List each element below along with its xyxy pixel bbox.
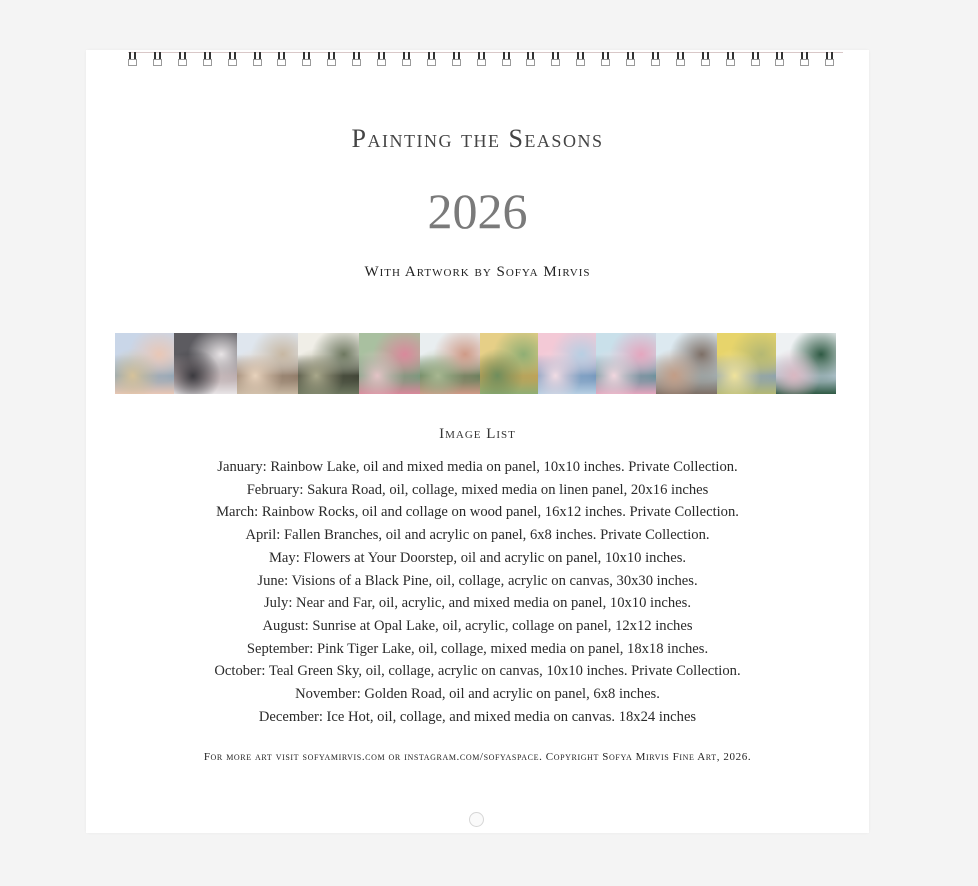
artwork-thumbnail-may xyxy=(359,333,420,394)
image-list-entry: May: Flowers at Your Doorstep, oil and acrylic on panel, 10x10 inches. xyxy=(268,549,687,566)
spiral-coil xyxy=(178,52,188,68)
image-list-entry: April: Fallen Branches, oil and acrylic on panel, 6x8 inches. Private Collection. xyxy=(245,527,710,544)
spiral-coil xyxy=(228,52,238,68)
spiral-coil xyxy=(377,52,387,68)
spiral-coil xyxy=(775,52,785,68)
spiral-coil xyxy=(452,52,462,68)
spiral-coil xyxy=(427,52,437,68)
artwork-thumbnail-november xyxy=(717,333,776,394)
artwork-thumbnail-february xyxy=(174,333,237,394)
spiral-coil xyxy=(203,52,213,68)
artwork-thumbnail-strip xyxy=(115,333,836,394)
image-list-entry: September: Pink Tiger Lake, oil, collage, mixed media on panel, 18x18 inches. xyxy=(246,640,709,657)
image-list-entry: February: Sakura Road, oil, collage, mixed media on linen panel, 20x16 inches xyxy=(246,481,709,498)
spiral-coil xyxy=(128,52,138,68)
artwork-thumbnail-january xyxy=(115,333,174,394)
artwork-thumbnail-march xyxy=(237,333,298,394)
image-list-entry: June: Visions of a Black Pine, oil, collage, acrylic on canvas, 30x30 inches. xyxy=(257,572,698,589)
image-list-entry: January: Rainbow Lake, oil and mixed media on panel, 10x10 inches. Private Collection. xyxy=(217,459,738,475)
image-list-entry: August: Sunrise at Opal Lake, oil, acrylic, collage on panel, 12x12 inches xyxy=(262,617,693,634)
spiral-coil xyxy=(253,52,263,68)
artwork-thumbnail-april xyxy=(298,333,359,394)
spiral-coil xyxy=(302,52,312,68)
spiral-coil xyxy=(477,52,487,68)
artwork-thumbnail-august xyxy=(538,333,596,394)
image-list-entry: December: Ice Hot, oil, collage, and mixed media on canvas. 18x24 inches xyxy=(258,708,697,725)
artwork-thumbnail-october xyxy=(656,333,717,394)
artwork-thumbnail-july xyxy=(480,333,538,394)
image-list-entry: March: Rainbow Rocks, oil and collage on wood panel, 16x12 inches. Private Collection. xyxy=(216,504,739,521)
spiral-coil xyxy=(277,52,287,68)
spiral-coil xyxy=(502,52,512,68)
spiral-coil xyxy=(327,52,337,68)
spiral-coil xyxy=(651,52,661,68)
copyright-footer: For more art visit sofyamirvis.com or instagram.com/sofyaspace. Copyright Sofya Mirvis Fine Art, 2026. xyxy=(203,751,752,763)
image-list-entry: October: Teal Green Sky, oil, collage, acrylic on canvas, 10x10 inches. Private Collection. xyxy=(214,663,741,680)
spiral-coil xyxy=(352,52,362,68)
artwork-thumbnail-june xyxy=(420,333,480,394)
spiral-coil xyxy=(601,52,611,68)
spiral-binding xyxy=(128,52,843,70)
spiral-coil xyxy=(551,52,561,68)
hanging-hole xyxy=(469,812,484,827)
artist-credit: With Artwork by Sofya Mirvis xyxy=(364,264,591,280)
image-list-entry: November: Golden Road, oil and acrylic on panel, 6x8 inches. xyxy=(295,686,660,703)
spiral-coil xyxy=(526,52,536,68)
spiral-coil xyxy=(576,52,586,68)
artwork-thumbnail-september xyxy=(596,333,656,394)
calendar-title: Painting the Seasons xyxy=(351,124,604,153)
spiral-coil xyxy=(701,52,711,68)
spiral-coil xyxy=(825,52,835,68)
image-list-entry: July: Near and Far, oil, acrylic, and mixed media on panel, 10x10 inches. xyxy=(264,595,691,612)
image-list-heading: Image List xyxy=(439,426,516,442)
image-list xyxy=(86,456,869,728)
spiral-coil xyxy=(800,52,810,68)
spiral-coil xyxy=(676,52,686,68)
spiral-coil xyxy=(626,52,636,68)
spiral-coil xyxy=(153,52,163,68)
artwork-thumbnail-december xyxy=(776,333,836,394)
spiral-coil xyxy=(726,52,736,68)
spiral-coil xyxy=(751,52,761,68)
calendar-year: 2026 xyxy=(427,183,528,239)
spiral-coil xyxy=(402,52,412,68)
